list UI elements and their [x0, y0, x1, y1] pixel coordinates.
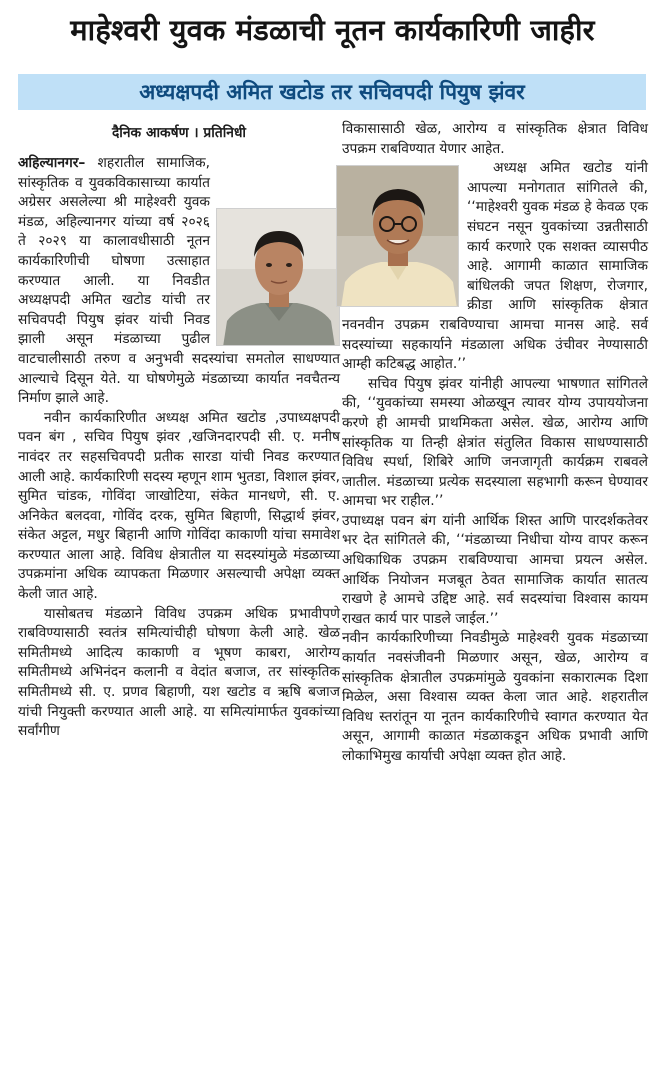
right-column	[342, 120, 648, 1070]
portrait-photo-young-man	[216, 208, 340, 346]
paragraph-secretary-quote: सचिव पियुष झंवर यांनीही आपल्या भाषणात सांगितले की, ‘‘युवकांच्या समस्या ओळखून त्यावर योग्य उपाययोजना करणे ही आमची प्राथमिकता असेल. खेळ, आरोग्य आणि सांस्कृतिक या तिन्ही क्षेत्रांत संतुलित विकास साधण्यासाठी विविध स्पर्धा, शिबिरे आणि जनजागृती कार्यक्रम राबवले जातील. मंडळाच्या प्रत्येक सदस्याला सहभागी करून घेण्यावर आमचा भर राहील.’’	[342, 375, 648, 510]
byline: दैनिक आकर्षण । प्रतिनिधी	[111, 125, 246, 141]
dateline: अहिल्यानगर–	[18, 155, 86, 171]
paragraph-continuation: विकासासाठी खेळ, आरोग्य व सांस्कृतिक क्षेत्रात विविध उपक्रम राबविण्यात येणार आहेत.	[342, 121, 648, 157]
paragraph-vice-president-quote: उपाध्यक्ष पवन बंग यांनी आर्थिक शिस्त आणि पारदर्शकतेवर भर देत सांगितले की, ‘‘मंडळाच्या निधीचा योग्य वापर करून अधिकाधिक उपक्रम राबविण्याचा आमचा प्रयत्न असेल. आर्थिक नियोजन मजबूत ठेवत सामाजिक कार्यात सातत्य राखणे हे आमचे उद्दिष्ट आहे. सर्व सदस्यांचा विश्वास कायम राखत कार्य पार पाडले जाईल.’’	[342, 512, 648, 627]
portrait-photo-man-with-glasses	[336, 165, 459, 307]
left-column	[18, 120, 340, 1070]
paragraph-president-quote: अध्यक्ष अमित खटोड यांनी आपल्या मनोगतात सांगितले की, ‘‘माहेश्वरी युवक मंडळ हे केवळ एक संघटन नसून युवकांच्या उन्नतीसाठी कार्य करणारे एक सशक्त व्यासपीठ आहे. आगामी काळात सामाजिक बांधिलकी जपत शिक्षण, रोजगार, क्रीडा आणि सांस्कृतिक क्षेत्रात नवनवीन उपक्रम राबविण्याचा आमचा मानस आहे. सर्व सदस्यांच्या सहकार्याने मंडळाला अधिक उंचीवर नेण्यासाठी आम्ही कटिबद्ध आहोत.’’	[342, 160, 648, 373]
paragraph-intro: अहिल्यानगर– शहरातील सामाजिक, सांस्कृतिक व युवकविकासाच्या कार्यात अग्रेसर असलेल्या श्री माहेश्वरी युवक मंडळ, अहिल्यानगर यांच्या वर्ष २०२६ ते २०२९ या कालावधीसाठी नूतन कार्यकारिणीची घोषणा उत्साहात करण्यात आली. या निवडीत अध्यक्षपदी अमित खटोड यांची तर सचिवपदी पियुष झंवर यांची निवड झाली असून मंडळाच्या पुढील वाटचालीसाठी तरुण व अनुभवी सदस्यांचा समतोल साधण्यात आल्याचे दिसून येते. या घोषणेमुळे मंडळाच्या कार्यात नवचैतन्य निर्माण झाले आहे.	[18, 155, 340, 407]
subheadline: अध्यक्षपदी अमित खटोड तर सचिवपदी पियुष झंवर	[18, 74, 646, 110]
headline: माहेश्वरी युवक मंडळाची नूतन कार्यकारिणी जाहीर	[70, 13, 595, 47]
paragraph-committees: यासोबतच मंडळाने विविध उपक्रम अधिक प्रभावीपणे राबविण्यासाठी स्वतंत्र समित्यांचीही घोषणा केली आहे. खेळ समितीमध्ये आदित्य काकाणी व भूषण काबरा, आरोग्य समितीमध्ये अभिनंदन कलानी व वेदांत बजाज, तर सांस्कृतिक समितीमध्ये सी. ए. प्रणव बिहाणी, यश खटोड व ऋषि बजाज यांची नियुक्ती करण्यात आली आहे. या समित्यांमार्फत युवकांच्या सर्वांगीण	[18, 605, 340, 740]
paragraph-executive-list: नवीन कार्यकारिणीत अध्यक्ष अमित खटोड ,उपाध्यक्षपदी पवन बंग , सचिव पियुष झंवर ,खजिनदारपदी सी. ए. मनीष नावंदर तर सहसचिवपदी प्रतीक सारडा यांची निवड करण्यात आली आहे. कार्यकारिणी सदस्य म्हणून शाम भुतडा, विशाल झंवर, सुमित चांडक, गोविंदा जाखोटिया, संकेत मानधणे, सी. ए. अनिकेत बलदवा, गोविंद दरक, सुमित बिहाणी, सिद्धार्थ झंवर, संकेत अट्टल, मधुर बिहानी आणि गोविंदा काकाणी यांचा समावेश करण्यात आला आहे. विविध क्षेत्रातील या सदस्यांमुळे मंडळाच्या उपक्रमांना अधिक व्यापकता मिळणार असल्याची अपेक्षा व्यक्त केली जात आहे.	[18, 409, 340, 603]
paragraph-conclusion: नवीन कार्यकारिणीच्या निवडीमुळे माहेश्वरी युवक मंडळाच्या कार्यात नवसंजीवनी मिळणार असून, खेळ, आरोग्य व सांस्कृतिक क्षेत्रातील उपक्रमांमुळे युवकांना सकारात्मक दिशा मिळेल, असा विश्वास व्यक्त केला जात आहे. शहरातील विविध स्तरांतून या नूतन कार्यकारिणीचे स्वागत करण्यात येत असून, आगामी काळात मंडळाकडून अधिक प्रभावी आणि लोकाभिमुख कार्याची अपेक्षा व्यक्त होत आहे.	[342, 630, 648, 764]
